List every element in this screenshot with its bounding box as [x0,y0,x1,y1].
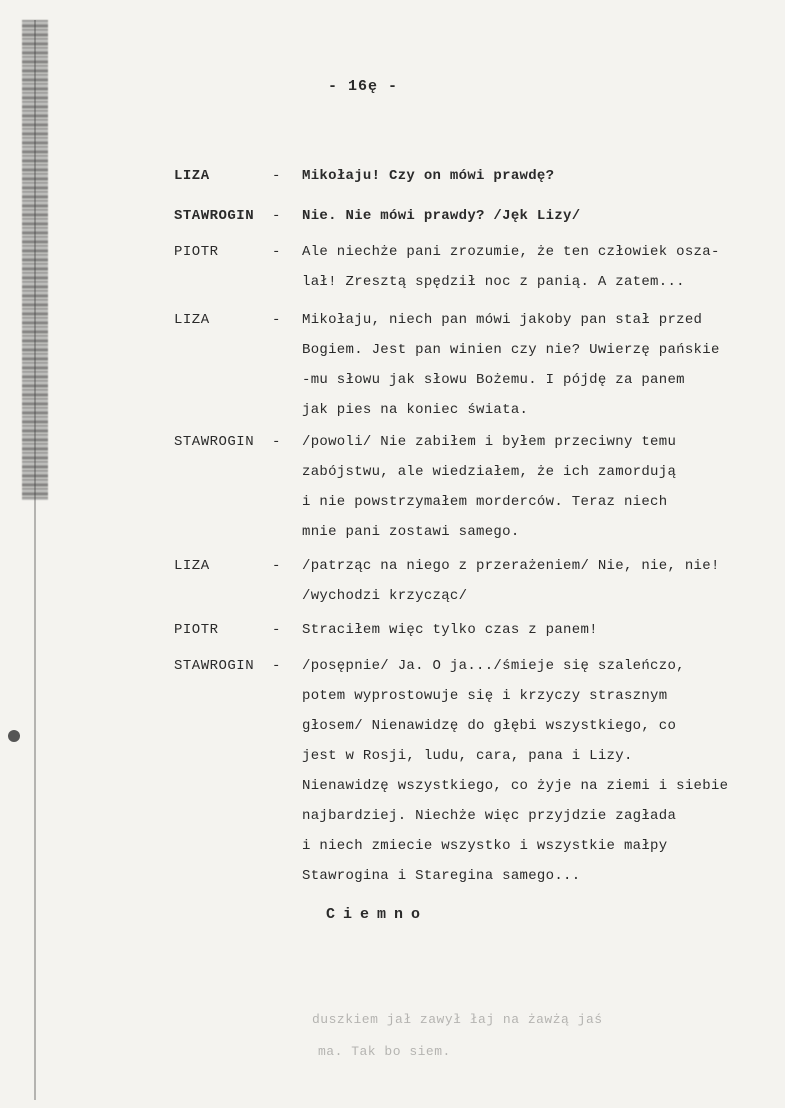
speaker-name: STAWROGIN [174,658,255,674]
speaker-dash: - [272,658,281,674]
dialogue-line: /wychodzi krzycząc/ [302,588,468,604]
dialogue-line: Nie. Nie mówi prawdy? /Jęk Lizy/ [302,208,581,224]
dialogue-line: najbardziej. Niechże więc przyjdzie zagłada [302,808,677,824]
speaker-dash: - [272,168,281,184]
dialogue-line: Mikołaju, niech pan mówi jakoby pan stał przed [302,312,703,328]
dialogue-line: jest w Rosji, ludu, cara, pana i Lizy. [302,748,633,764]
speaker-dash: - [272,244,281,260]
scan-line [34,20,36,1100]
speaker-dash: - [272,312,281,328]
dialogue-line: /powoli/ Nie zabiłem i byłem przeciwny temu [302,434,677,450]
dialogue-line: Ale niechże pani zrozumie, że ten człowiek osza- [302,244,720,260]
dialogue-line: mnie pani zostawi samego. [302,524,520,540]
speaker-dash: - [272,558,281,574]
dialogue-line: jak pies na koniec świata. [302,402,529,418]
dialogue-line: Bogiem. Jest pan winien czy nie? Uwierzę pańskie [302,342,720,358]
dialogue-line: lał! Zresztą spędził noc z panią. A zatem... [302,274,685,290]
speaker-dash: - [272,434,281,450]
scan-hole-mark [8,730,20,742]
speaker-dash: - [272,208,281,224]
dialogue-line: Nienawidzę wszystkiego, co żyje na ziemi i siebie [302,778,729,794]
dialogue-line: Straciłem więc tylko czas z panem! [302,622,598,638]
speaker-name: STAWROGIN [174,434,255,450]
speaker-name: LIZA [174,312,210,328]
dialogue-line: i niech zmiecie wszystko i wszystkie małpy [302,838,668,854]
speaker-name: STAWROGIN [174,208,255,224]
page-number: - 16ę - [328,78,399,95]
speaker-name: PIOTR [174,244,219,260]
dialogue-line: Stawrogina i Staregina samego... [302,868,581,884]
dialogue-line: /posępnie/ Ja. O ja.../śmieje się szaleńczo, [302,658,685,674]
dialogue-line: /patrząc na niego z przerażeniem/ Nie, nie, nie! [302,558,720,574]
dialogue-line: potem wyprostowuje się i krzyczy strasznym [302,688,668,704]
stage-direction-ciemno: Ciemno [326,906,429,923]
speaker-dash: - [272,622,281,638]
dialogue-line: Mikołaju! Czy on mówi prawdę? [302,168,555,184]
dialogue-line: głosem/ Nienawidzę do głębi wszystkiego, co [302,718,677,734]
speaker-name: PIOTR [174,622,219,638]
dialogue-line: i nie powstrzymałem morderców. Teraz niech [302,494,668,510]
speaker-name: LIZA [174,558,210,574]
speaker-name: LIZA [174,168,210,184]
dialogue-line: -mu słowu jak słowu Bożemu. I pójdę za panem [302,372,685,388]
faded-line: duszkiem jał zawył łaj na żawżą jaś [312,1012,603,1027]
dialogue-line: zabójstwu, ale wiedziałem, że ich zamordują [302,464,677,480]
faded-line: ma. Tak bo siem. [318,1044,451,1059]
